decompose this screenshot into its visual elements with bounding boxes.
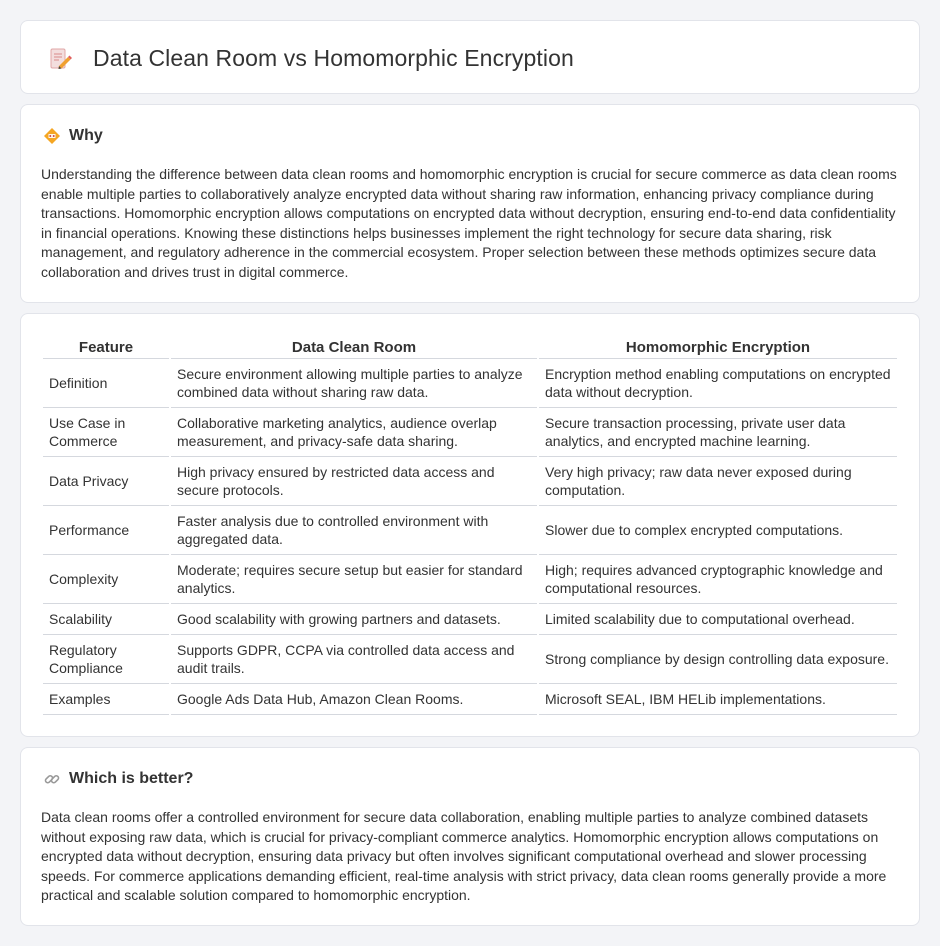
diamond-warning-icon: [43, 127, 61, 145]
feature-cell: Performance: [43, 506, 169, 555]
dcr-cell: Secure environment allowing multiple parties to analyze combined data without sharing raw data.: [171, 359, 537, 408]
header-feature: Feature: [43, 334, 169, 359]
better-heading: [43, 770, 193, 788]
he-cell: Slower due to complex encrypted computations.: [539, 506, 897, 555]
dcr-cell: Good scalability with growing partners and datasets.: [171, 604, 537, 635]
table-header-row: [43, 334, 897, 359]
feature-cell: Examples: [43, 684, 169, 715]
feature-cell: Use Case in Commerce: [43, 408, 169, 457]
dcr-cell: Google Ads Data Hub, Amazon Clean Rooms.: [171, 684, 537, 715]
he-cell: Very high privacy; raw data never exposed during computation.: [539, 457, 897, 506]
table-row: [43, 635, 897, 684]
dcr-cell: Moderate; requires secure setup but easier for standard analytics.: [171, 555, 537, 604]
feature-cell: Regulatory Compliance: [43, 635, 169, 684]
table-row: [43, 408, 897, 457]
table-row: [43, 555, 897, 604]
he-cell: Secure transaction processing, private user data analytics, and encrypted machine learning.: [539, 408, 897, 457]
feature-cell: Complexity: [43, 555, 169, 604]
comparison-table: [41, 334, 899, 715]
table-row: [43, 684, 897, 715]
he-cell: Limited scalability due to computational overhead.: [539, 604, 897, 635]
why-title: Why: [69, 127, 103, 144]
he-cell: Strong compliance by design controlling data exposure.: [539, 635, 897, 684]
dcr-cell: Supports GDPR, CCPA via controlled data access and audit trails.: [171, 635, 537, 684]
better-body: Data clean rooms offer a controlled environment for secure data collaboration, enabling multiple parties to analyze combined datasets without exposing raw data, which is crucial for privacy-compliant commerce analytics. Homomorphic encryption allows computations on encrypted data without decryption, ensuring data privacy but often involves significant computational overhead and slower processing speeds. For commerce applications demanding efficient, real-time analysis with strict privacy, data clean rooms generally provide a more practical and scalable solution compared to homomorphic encryption.: [41, 809, 887, 903]
why-section: [20, 104, 920, 303]
feature-cell: Scalability: [43, 604, 169, 635]
header-homomorphic-encryption: Homomorphic Encryption: [539, 334, 897, 359]
title-row: [47, 45, 574, 72]
which-is-better-section: [20, 747, 920, 926]
page-title: Data Clean Room vs Homomorphic Encryption: [93, 45, 574, 71]
he-cell: Microsoft SEAL, IBM HELib implementations.: [539, 684, 897, 715]
feature-cell: Definition: [43, 359, 169, 408]
better-title: Which is better?: [69, 770, 194, 787]
feature-cell: Data Privacy: [43, 457, 169, 506]
table-row: [43, 506, 897, 555]
title-card: [20, 20, 920, 94]
comparison-table-card: [20, 313, 920, 737]
header-data-clean-room: Data Clean Room: [171, 334, 537, 359]
table-row: [43, 457, 897, 506]
link-icon: [43, 770, 61, 788]
dcr-cell: Faster analysis due to controlled environment with aggregated data.: [171, 506, 537, 555]
dcr-cell: High privacy ensured by restricted data access and secure protocols.: [171, 457, 537, 506]
table-row: [43, 359, 897, 408]
why-body: Understanding the difference between data clean rooms and homomorphic encryption is crucial for secure commerce as data clean rooms enable multiple parties to collaboratively analyze encrypted data without sharing raw information, enhancing privacy compliance during transactions. Homomorphic encryption allows computations on encrypted data without decryption, ensuring end-to-end data confidentiality in financial operations. Knowing these distinctions helps businesses implement the right technology for secure data sharing, risk management, and regulatory adherence in the commercial ecosystem. Proper selection between these methods optimizes secure data collaboration and drives trust in digital commerce.: [41, 166, 897, 280]
dcr-cell: Collaborative marketing analytics, audience overlap measurement, and privacy-safe data sharing.: [171, 408, 537, 457]
table-row: [43, 604, 897, 635]
he-cell: High; requires advanced cryptographic knowledge and computational resources.: [539, 555, 897, 604]
why-heading: [43, 127, 103, 145]
he-cell: Encryption method enabling computations on encrypted data without decryption.: [539, 359, 897, 408]
memo-pencil-icon: [47, 46, 73, 72]
